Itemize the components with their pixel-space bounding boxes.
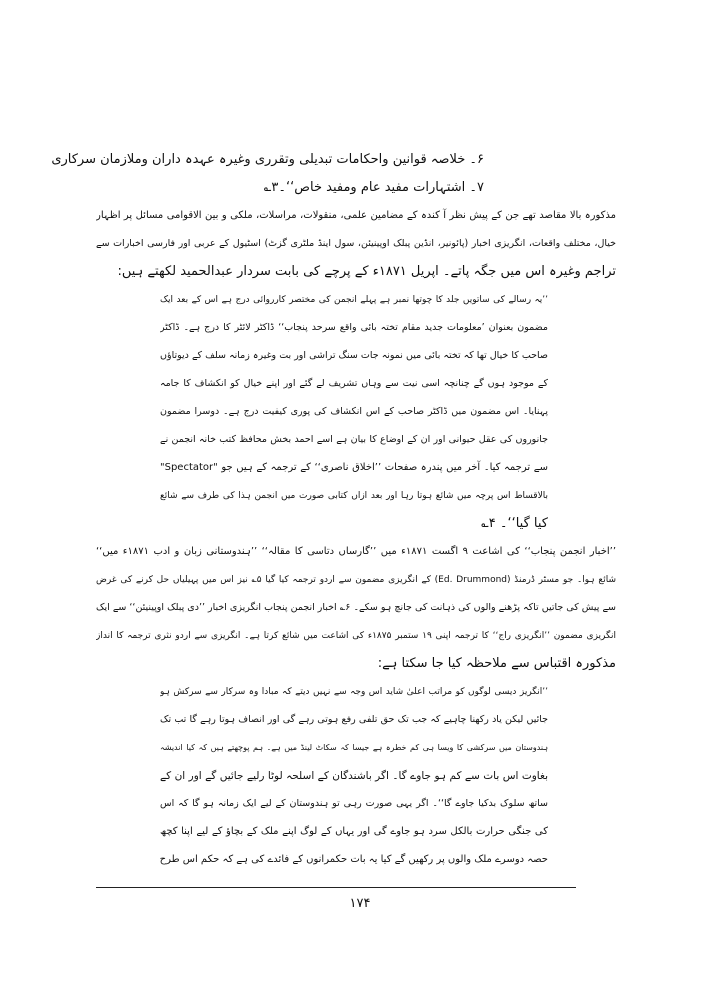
quote-2-line-4: بغاوت اس بات سے کم ہو جاوے گا۔ اگر باشندگان کے اسلحہ لوٹا رلیے جائیں گے اور ان کے [160,770,548,782]
quote-2-line-6: کی جنگی حرارت بالکل سرد ہو جاوے گی اور یہاں کے لوگ اپنے ملک کے بچاؤ کے لیے اپنا کچھ [160,826,548,837]
footnote-divider [96,887,576,888]
quote-2-line-3: ہندوستان میں سرکشی کا ویسا ہی کم خطرہ ہے جیسا کہ سکاٹ لینڈ میں ہے۔ ہم پوچھتے ہیں کہ کیا اندیشہ [160,743,548,752]
quote-2-line-5: ساتھ سلوک بدکیا جاوے گا‘‘۔ اگر یہی صورت رہی تو ہندوستان کے لیے ایک زمانہ ہو گا کہ اس [160,798,548,809]
paragraph-2-line-2: شائع ہوا۔ جو مسٹر ڈرمنڈ (Ed. Drummond) کے انگریزی مضمون سے اردو ترجمہ کیا گیا ۵؎ نیز اس میں پہیلیاں حل کرنے کی غرض [96,575,616,585]
quote-1-line-2: مضمون بعنوان ’معلومات جدید مقام تختہ بائی واقع سرحد پنجاب‘‘ ڈاکٹر لائٹر کا درج ہے۔ ڈاکٹر [160,322,548,333]
quote-2-line-1: ’’انگریز دیسی لوگوں کو مراتب اعلیٰ شاید اس وجہ سے نہیں دیتے کہ مبادا وہ سرکار سے سرکش ہو [160,687,548,697]
quote-1-line-3: صاحب کا خیال تھا کہ تختہ بائی میں نمونہ جات سنگ تراشی اور بت وغیرہ زمانہ سلف کے دیوتاؤں [160,350,548,361]
paragraph-1-line-1: مذکورہ بالا مقاصد تھے جن کے پیش نظر آ کندہ کے مضامین علمی، منقولات، مراسلات، ملکی و بین الاقوامی مسائل پر اظہار [96,210,616,221]
quote-1-line-1: ’’یہ رسالے کی ساتویں جلد کا چوتھا نمبر ہے پہلے انجمن کی مختصر کارروائی درج ہے اس کے بعد ایک [160,295,548,305]
quote-2-line-2: جائیں لیکن یاد رکھنا چاہیے کہ جب تک حق تلفی رفع ہوتی رہے گی اور انصاف ہوتا رہے گا تب تک [160,714,548,725]
paragraph-2-line-4: انگریزی مضمون ’’انگریزی راج‘‘ کا ترجمہ اپنی ۱۹ ستمبر ۱۸۷۵ء کی اشاعت میں شائع کرتا ہے۔ انگریزی سے اردو نثری ترجمہ کا انداز [96,631,616,641]
paragraph-2-line-1: ’’اخبار انجمن پنجاب‘‘ کی اشاعت ۹ اگست ۱۸۷۱ء میں ’’گارساں دتاسی کا مقالہ‘‘ ’’ہندوستانی زبان و ادب ۱۸۷۱ء میں‘‘ [96,546,616,557]
paragraph-1-line-3: تراجم وغیرہ اس میں جگہ پاتے۔ اپریل ۱۸۷۱ء کے پرچے کی بابت سردار عبدالحمید لکھتے ہیں: [117,264,616,279]
list-item-6: ۶۔ خلاصہ قوانین واحکامات تبدیلی وتقرری وغیرہ عہدہ داران وملازمان سرکاری [51,152,484,167]
quote-1-line-9: کیا گیا‘‘۔ ۴؎ [481,516,548,531]
quote-1-line-8: بالاقساط اس پرچہ میں شائع ہوتا رہا اور بعد ازاں کتابی صورت میں انجمن ہذا کی طرف سے شائع [160,491,548,501]
paragraph-2-line-3: سے پیش کی جاتیں تاکہ پڑھنے والوں کی ذہانت کی جانچ ہو سکے۔ ۶؎ اخبار انجمن پنجاب انگریزی اخبار ’’دی پبلک اوپینیئن‘‘ سے ایک [96,602,616,613]
page-number: ۱۷۴ [349,896,371,911]
quote-2-line-7: حصہ دوسرے ملک والوں پر رکھیں گے کیا یہ بات حکمرانوں کے فائدے کی ہے کہ حکم اس طرح [160,854,548,865]
quote-1-line-6: جانوروں کی عقل حیوانی اور ان کے اوضاع کا بیان ہے اسے احمد بخش محافظ کتب خانہ انجمن نے [160,434,548,445]
quote-1-line-4: کے موجود ہوں گے چنانچہ اسی نیت سے وہاں تشریف لے گئے اور اپنے خیال کو انکشاف کا جامہ [160,378,548,389]
list-item-7: ۷۔ اشتہارات مفید عام ومفید خاص‘‘۔۳؎ [263,180,484,195]
quote-1-line-5: پہنایا۔ اس مضمون میں ڈاکٹر صاحب کے اس انکشاف کی پوری کیفیت درج ہے۔ دوسرا مضمون [160,406,548,417]
paragraph-2-line-5: مذکورہ اقتباس سے ملاحظہ کیا جا سکتا ہے: [377,656,616,671]
quote-1-line-7: "Spectator" سے ترجمہ کیا۔ آخر میں پندرہ صفحات ’’اخلاق ناصری‘‘ کے ترجمہ کے ہیں جو [160,462,548,473]
paragraph-1-line-2: خیال، مختلف واقعات، انگریزی اخبار (پائونیر، انڈین پبلک اوپینیئن، سول اینڈ ملٹری گزٹ) اسٹیول کے عربی اور فارسی اخبارات سے [96,238,616,249]
